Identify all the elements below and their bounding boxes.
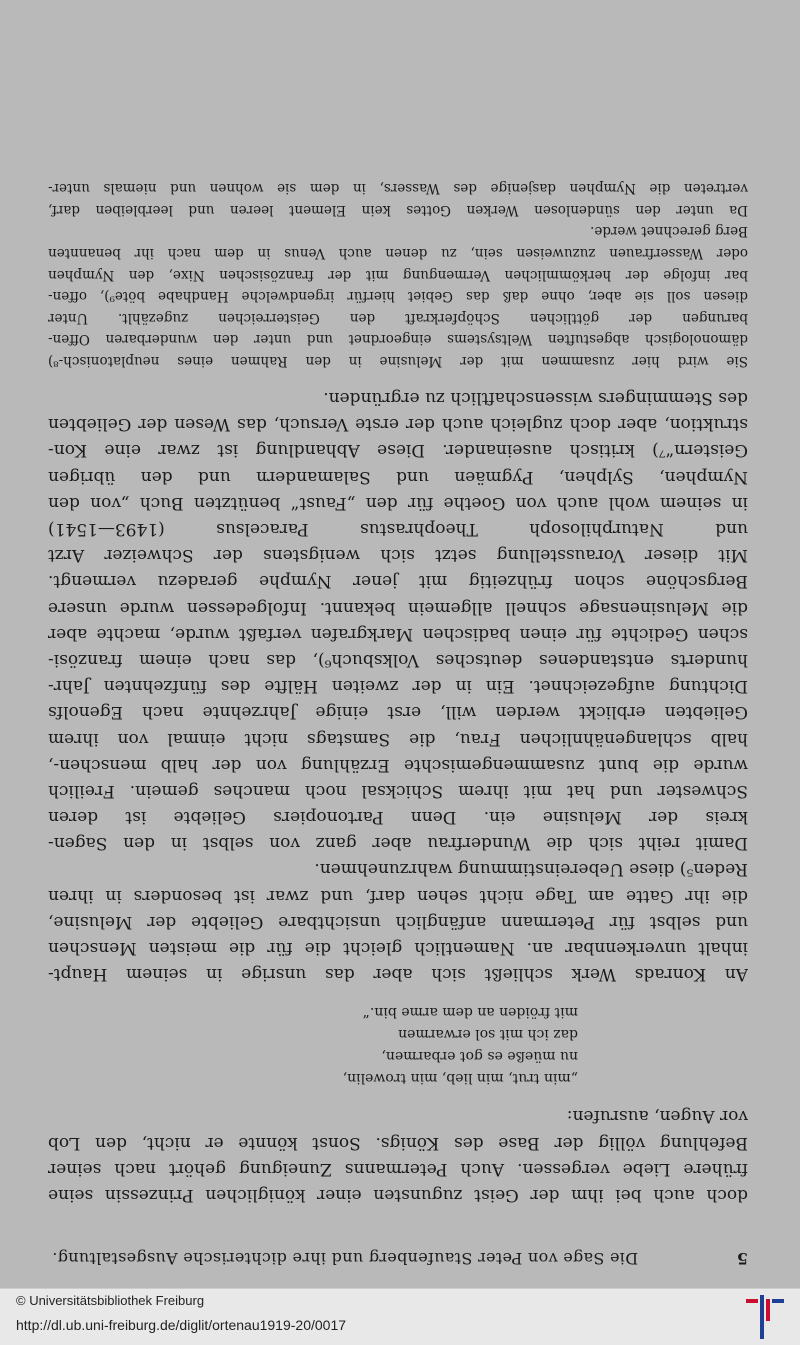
text-line: schen Gedichte für einen badischen Markgrafen verfaßt wurde, machte aber bbox=[48, 623, 748, 644]
citation-bar bbox=[0, 1288, 800, 1345]
text-line: in seinem wohl auch von Goethe für den „Faust“ benützten Buch „von den bbox=[48, 492, 748, 513]
text-line: inhalt unverkennbar an. Namentlich gleicht die für die meisten Menschen bbox=[48, 938, 748, 959]
footnote-line: Da unter den sündenlosen Werken Gottes kein Element leeren und leerbleiben darf, bbox=[48, 201, 748, 218]
text-line: Geistern“⁷) kritisch auseinander. Diese Abhandlung ist zwar eine Kon- bbox=[48, 440, 748, 461]
footnote-line: oder Wasserfrauen zuzuweisen sein, zu denen auch Venus in dem nach ihr benannten bbox=[48, 244, 748, 261]
running-title: Die Sage von Peter Staufenberg und ihre dichterische Ausgestaltung. bbox=[52, 1249, 639, 1268]
text-line: An Konrads Werk schließt sich aber das unsrige in seinem Haupt- bbox=[48, 964, 748, 985]
text-line: die ihr Gatte am Tage nicht sehen darf, und zwar ist besonders in ihren bbox=[48, 885, 748, 906]
text-line: Mit dieser Vorausstellung setzt sich wenigstens der Schweizer Arzt bbox=[48, 545, 748, 566]
text-line: des Stemmingers wissenschaftlich zu ergründen. bbox=[323, 388, 748, 409]
text-line: Nymphen, Sylphen, Pygmäen und Salamandern und den übrigen bbox=[48, 466, 748, 487]
text-line: struktion, aber doch zugleich auch der erste Versuch, das Wesen der Geliebten bbox=[48, 414, 748, 435]
text-line: und Naturphilosoph Theophrastus Paracelsus (1493—1541) bbox=[48, 519, 748, 540]
verse-line: „min trut, min lieb, min trowelin, bbox=[342, 1070, 578, 1087]
text-line: doch auch bei ihm der Geist zugunsten einer königlichen Prinzessin seine bbox=[48, 1185, 748, 1205]
text-line: kreis der Melusine ein. Denn Partonopiers Geliebte ist deren bbox=[48, 807, 748, 828]
page-header bbox=[52, 1238, 748, 1268]
text-line: Geliebten erblickt werden will, erst einige Jahrzehnte nach Egenolfs bbox=[48, 702, 748, 723]
text-line: Bergschöne schon frühzeitig mit jener Nymphe geradezu vermengt. bbox=[48, 571, 748, 592]
verse-line: mit fröiden an dem arme bin.“ bbox=[362, 1004, 578, 1021]
footnote-line: barungen der göttlichen Schöpferkraft den Geisterreichen zugezählt. Unter bbox=[48, 309, 748, 326]
verse-line: nu müeße es got erbarmen, bbox=[381, 1048, 578, 1065]
copyright-notice: © Universitätsbibliothek Freiburg bbox=[16, 1293, 205, 1308]
footnote-line: vertreten die Nymphen dasjenige des Wassers, in dem sie wohnen und niemals unter- bbox=[48, 180, 748, 197]
page-number: 5 bbox=[736, 1249, 748, 1268]
text-line: Damit reiht sich die Wunderfrau aber ganz von selbst in den Sagen- bbox=[48, 833, 748, 854]
text-line: Dichtung aufgezeichnet. Ein in der zweiten Hälfte des fünfzehnten Jahr- bbox=[48, 676, 748, 697]
text-line: vor Augen, ausrufen: bbox=[566, 1106, 748, 1127]
footnote-line: dämonologisch abgestuften Weltsystems eingeordnet und unter den wunderbaren Offen- bbox=[48, 331, 748, 348]
text-line: frühere Liebe vergessen. Auch Petermanns Zuneigung gehört nach seiner bbox=[48, 1158, 748, 1179]
ub-freiburg-logo-icon bbox=[746, 1295, 786, 1339]
text-line: hunderts entstandenes deutsches Volksbuch⁶), das nach einem französi- bbox=[48, 650, 748, 670]
text-line: Befehlung völlig der Base des Königs. Sonst könnte er nicht, den Lob bbox=[48, 1132, 748, 1153]
text-line: und selbst für Petermann anfänglich unsichtbare Geliebte der Melusine, bbox=[48, 911, 748, 932]
footnote-line: diesen soll sie aber, ohne daß das Gebiet hierfür irgendwelche Handhabe böte⁹), offen- bbox=[48, 288, 748, 305]
text-line: die Melusinensage schnell allgemein bekannt. Infolgedessen wurde unsere bbox=[48, 597, 748, 618]
footnote-line: Sie wird hier zusammen mit der Melusine in den Rahmen eines neuplatonisch-⁸) bbox=[48, 352, 748, 369]
text-line: halb schlangenähnlichen Frau, die Samstags nicht einmal von ihrem bbox=[48, 728, 748, 749]
text-line: Reden⁵) diese Uebereinstimmung wahrzunehmen. bbox=[314, 859, 748, 880]
body-text bbox=[48, 177, 748, 1208]
verse-line: daz ich mit sol erwarmen bbox=[398, 1026, 578, 1043]
text-line: Schwester und hat mit ihrem Schicksal noch manches gemein. Freilich bbox=[48, 780, 748, 801]
text-line: wurde die bunt zusammengemischte Erzählung von der halb menschen-, bbox=[48, 754, 748, 775]
permalink-url[interactable]: http://dl.ub.uni-freiburg.de/diglit/ortenau1919-20/0017 bbox=[16, 1317, 347, 1333]
footnote-line: bar infolge der herkömmlichen Vermengung mit der französischen Nixe, den Nymphen bbox=[48, 266, 748, 283]
footnote-line: Berg gerechnet werde. bbox=[590, 223, 748, 240]
